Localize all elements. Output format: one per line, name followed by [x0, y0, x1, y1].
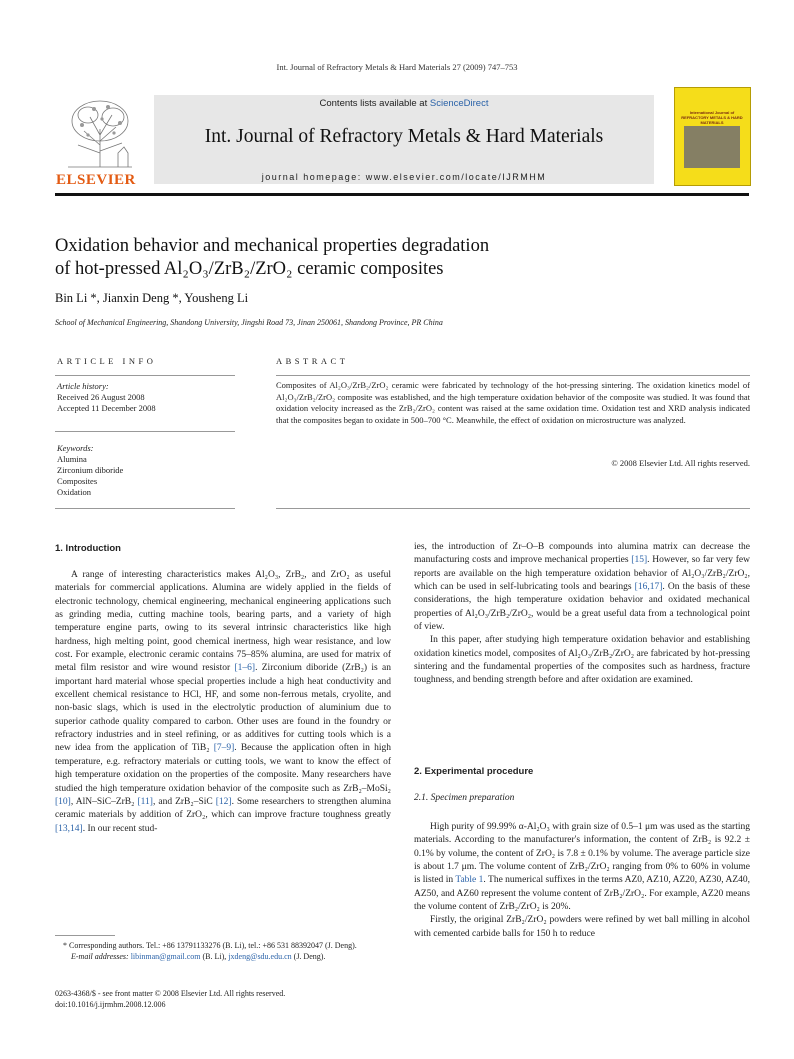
abstract-text: Composites of Al₂O₃/ZrB₂/ZrO₂ ceramic were fabricated by technology of the hot-pressing sintering. The oxidation kinetics model of Al₂O₃/ZrB₂/ZrO₂ composite was established, and the high temperature oxidation behavior of the composite was studied. It was found that oxidation velocity increased as the ZrB₂/ZrO₂ content was raised at the same oxidation time. Oxidation test and XRD analysis indicated that the composites began to oxidate in 500–700 °C. Meanwhile, the effect of oxidation on microstructure was analyzed.	[276, 380, 750, 425]
front-matter	[55, 988, 415, 1010]
intro-text: . In our recent stud-	[82, 823, 158, 834]
history-label: Article history:	[57, 381, 109, 391]
corresponding-note: * Corresponding authors. Tel.: +86 13791133276 (B. Li), tel.: +86 531 88392047 (J. Deng).	[63, 941, 357, 950]
email-link[interactable]: jxdeng@sdu.edu.cn	[228, 952, 292, 961]
elsevier-logo-text: ELSEVIER	[56, 172, 136, 188]
keyword: Composites	[57, 476, 98, 486]
cover-image	[684, 126, 740, 168]
intro-paragraph-3: In this paper, after studying high temperature oxidation behavior and establishing oxidation kinetics model, composites of Al₂O₃/ZrB₂/ZrO₂ are fabricated by hot-pressing sintering and the fundamental properties of the composites such as hardness, fracture toughness, and bending strength before and after oxidation are examined.	[414, 635, 750, 686]
article-title-line-2: of hot-pressed Al₂O₃/ZrB₂/ZrO₂ ceramic composites	[55, 259, 444, 279]
table-link[interactable]: Table 1	[455, 875, 484, 886]
keyword: Zirconium diboride	[57, 465, 124, 475]
author-list: Bin Li *, Jianxin Deng *, Yousheng Li	[55, 291, 249, 305]
intro-right-column	[414, 541, 750, 688]
email-owner: (J. Deng).	[291, 952, 326, 961]
experimental-paragraph-2: Firstly, the original ZrB₂/ZrO₂ powders were refined by wet ball milling in alcohol with cemented carbide balls for 150 h to reduce	[414, 915, 750, 939]
subsection-heading-specimen: 2.1. Specimen preparation	[414, 793, 515, 803]
affiliation: School of Mechanical Engineering, Shandong University, Jingshi Road 73, Jinan 250061, Shandong Province, PR China	[55, 318, 443, 327]
section-heading-introduction: 1. Introduction	[55, 543, 121, 554]
journal-title: Int. Journal of Refractory Metals & Hard Materials	[204, 126, 604, 147]
contents-prefix: Contents lists available at	[319, 98, 430, 109]
footnotes	[55, 940, 391, 962]
email-owner: (B. Li),	[200, 952, 229, 961]
elsevier-tree-icon	[58, 95, 142, 171]
keywords-label: Keywords:	[57, 443, 94, 453]
article-title-line-1: Oxidation behavior and mechanical properties degradation	[55, 236, 490, 256]
received-date: Received 26 August 2008	[57, 392, 145, 402]
cover-title: International Journal of REFRACTORY METALS & HARD MATERIALS	[681, 110, 743, 125]
divider	[276, 375, 750, 376]
issn-line: 0263-4368/$ - see front matter © 2008 Elsevier Ltd. All rights reserved.	[55, 989, 286, 998]
intro-text: , AlN–SiC–ZrB₂	[70, 796, 138, 807]
keywords-block	[57, 443, 237, 498]
intro-text: . Because the application often in high temperature, e.g. refractory materials or cutting tools, we want to know the effect of high temperature oxidation on the properties of the composite. Many researchers have studied the high temperature oxidation behavior of the composite such as ZrB₂–MoSi₂	[55, 743, 391, 794]
citation-link[interactable]: [12]	[215, 796, 232, 807]
citation-link[interactable]: [7–9]	[213, 743, 235, 754]
citation-link[interactable]: [10]	[55, 796, 71, 807]
contents-line	[154, 98, 654, 109]
intro-text: ies, the introduction of Zr–O–B compounds into alumina matrix can decrease the manufacturing costs and improve mechanical properties	[414, 542, 750, 566]
footnote-divider	[55, 935, 115, 936]
citation-link[interactable]: [13,14]	[55, 823, 83, 834]
intro-text: . Some researchers to strengthen alumina ceramic materials by addition of ZrO₂, which can improve fracture toughness greatly	[55, 796, 391, 821]
journal-cover	[674, 87, 751, 186]
email-label: E-mail addresses:	[71, 952, 131, 961]
citation-link[interactable]: [11]	[137, 796, 153, 807]
keyword: Alumina	[57, 454, 87, 464]
masthead-rule	[55, 193, 749, 196]
intro-text: . Zirconium diboride (ZrB₂) is an important hard material whose special properties include a high heat conductivity and excellent chemical resistance to HCl, HF, and some non-ferrous metals, cryolite, and non-basic slags, which is used in the electrolytic production of aluminium due to superior cathode quality compared to carbon. Other uses are found in the foundry or refractory industries and in steel refining, or as additives for cutting tools which is a new idea from the application of TiB₂	[55, 663, 391, 754]
divider	[276, 508, 750, 509]
abstract-copyright: © 2008 Elsevier Ltd. All rights reserved.	[611, 458, 750, 468]
intro-text: A range of interesting characteristics makes Al₂O₃, ZrB₂, and ZrO₂ as useful materials for commercial applications. Alumina are widely applied in the fields of electronic technology, chemical engineering, mechanical engineering applications such as grinding media, cutting machine tools, bearing parts, and a variety of high temperature engine parts, owing to its several intrinsic characteristics like high hardness, high melting point, good chemical inertness, high wear resistance, and low cost. For example, electronic ceramic contains 75–85% alumina, are used for matrix of metal film resistor and wire wound resistor	[55, 570, 391, 674]
running-header: Int. Journal of Refractory Metals & Hard Materials 27 (2009) 747–753	[276, 62, 518, 72]
keyword: Oxidation	[57, 487, 91, 497]
article-info-heading: ARTICLE INFO	[57, 356, 157, 366]
divider	[55, 431, 235, 432]
intro-paragraph-1	[55, 569, 391, 836]
intro-text: , and ZrB₂–SiC	[152, 796, 216, 807]
article-title	[55, 235, 615, 281]
divider	[55, 375, 235, 376]
email-note	[55, 951, 391, 962]
citation-link[interactable]: [16,17]	[634, 582, 663, 593]
intro-text: . However, so far very few reports are available on the high temperature oxidation behavior of Al₂O₃/ZrB₂/ZrO₂, which can be used in self-lubricating tools and bearings	[414, 555, 750, 593]
abstract-heading: ABSTRACT	[276, 356, 349, 366]
sciencedirect-link[interactable]: ScienceDirect	[429, 98, 489, 109]
divider	[55, 508, 235, 509]
article-history	[57, 381, 237, 414]
citation-link[interactable]: [15]	[631, 555, 648, 566]
intro-text: . On the basis of these considerations, the high temperature oxidation behavior and oxidated mechanical properties of Al₂O₃/ZrB₂/ZrO₂, would be a great useful data from a technological point of view.	[414, 582, 750, 633]
journal-homepage[interactable]: journal homepage: www.elsevier.com/locate/IJRMHM	[261, 172, 547, 182]
experimental-text-part: High purity of 99.99% α-Al₂O₃ with grain size of 0.5–1 μm was used as the starting materials. According to the manufacturer's information, the content of ZrB₂ is 92.2 ± 0.1% by volume, the content of ZrO₂ is 7.8 ± 0.1% by volume. The average particle size is about 1.7 μm. The volume content of ZrB₂/ZrO₂ ranging from 0% to 60% in volume is listed in	[414, 822, 750, 886]
citation-link[interactable]: [1–6]	[234, 663, 256, 674]
doi-line[interactable]: doi:10.1016/j.ijrmhm.2008.12.006	[55, 1000, 166, 1009]
email-link[interactable]: libinman@gmail.com	[130, 952, 201, 961]
experimental-text	[414, 821, 750, 941]
experimental-text-part: . The numerical suffixes in the terms AZ0, AZ10, AZ20, AZ30, AZ40, AZ50, and AZ60 represent the volume content of ZrB₂/ZrO₂. For example, AZ20 means the volume content of ZrB₂/ZrO₂ is 20%.	[414, 875, 750, 913]
section-heading-experimental: 2. Experimental procedure	[414, 766, 534, 777]
accepted-date: Accepted 11 December 2008	[57, 403, 156, 413]
